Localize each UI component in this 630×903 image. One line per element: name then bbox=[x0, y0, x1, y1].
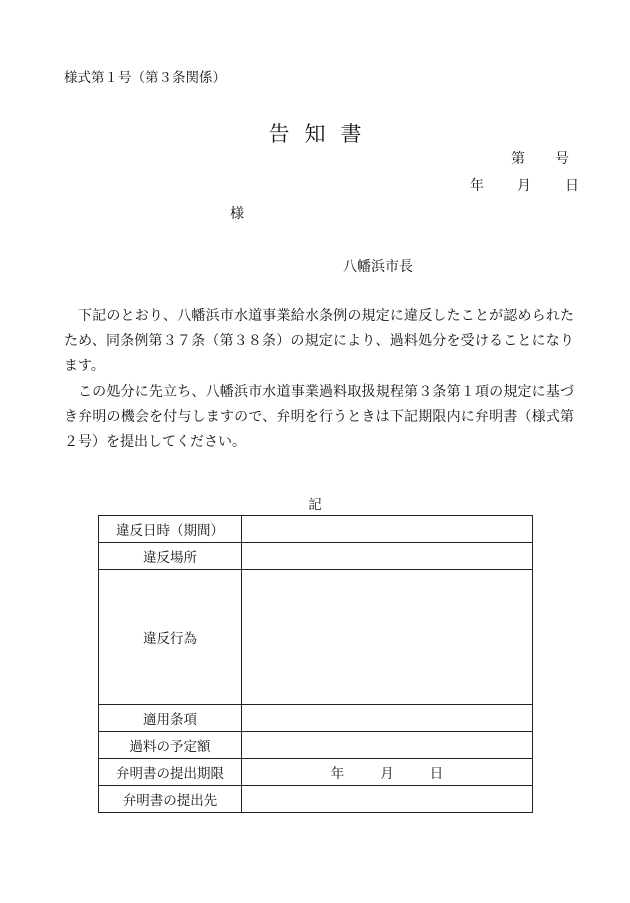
document-title: 告知書 bbox=[268, 122, 377, 146]
row-label-submission-deadline: 弁明書の提出期限 bbox=[99, 759, 242, 786]
row-value-violation-act bbox=[242, 570, 533, 705]
document-number-line bbox=[511, 148, 569, 168]
addressee-honorific: 様 bbox=[230, 206, 244, 222]
row-label-applicable-clause: 適用条項 bbox=[99, 705, 242, 732]
row-value-submission-deadline bbox=[242, 759, 533, 786]
date-day: 日 bbox=[565, 178, 579, 194]
deadline-month: 月 bbox=[380, 766, 394, 782]
notice-paragraph-1: 下記のとおり、八幡浜市水道事業給水条例の規定に違反したことが認められたため、同条例第３７条（第３８条）の規定により、過料処分を受けることになります。 bbox=[64, 308, 574, 374]
notice-paragraph-2: この処分に先立ち、八幡浜市水道事業過料取扱規程第３条第１項の規定に基づき弁明の機会を付与しますので、弁明を行うときは下記期限内に弁明書（様式第２号）を提出してください。 bbox=[64, 384, 574, 450]
issue-date-line bbox=[470, 175, 579, 195]
table-row bbox=[99, 516, 533, 543]
date-year: 年 bbox=[470, 178, 484, 194]
row-value-violation-place bbox=[242, 543, 533, 570]
row-label-violation-place: 違反場所 bbox=[99, 543, 242, 570]
table-row bbox=[99, 705, 533, 732]
row-label-planned-fine: 過料の予定額 bbox=[99, 732, 242, 759]
row-label-violation-act: 違反行為 bbox=[99, 570, 242, 705]
table-row bbox=[99, 570, 533, 705]
table-row bbox=[99, 543, 533, 570]
table-row bbox=[99, 732, 533, 759]
ki-heading: 記 bbox=[308, 497, 322, 513]
row-value-submission-destination bbox=[242, 786, 533, 813]
date-month: 月 bbox=[517, 178, 531, 194]
deadline-year: 年 bbox=[330, 766, 345, 782]
row-value-applicable-clause bbox=[242, 705, 533, 732]
row-value-planned-fine bbox=[242, 732, 533, 759]
details-table bbox=[98, 515, 533, 813]
row-value-violation-datetime bbox=[242, 516, 533, 543]
row-label-submission-destination: 弁明書の提出先 bbox=[99, 786, 242, 813]
issuer-name: 八幡浜市長 bbox=[343, 259, 413, 275]
table-row bbox=[99, 786, 533, 813]
table-row bbox=[99, 759, 533, 786]
deadline-day: 日 bbox=[429, 766, 444, 782]
number-suffix: 号 bbox=[555, 151, 569, 167]
number-prefix: 第 bbox=[511, 151, 525, 167]
row-label-violation-datetime: 違反日時（期間） bbox=[99, 516, 242, 543]
form-number: 様式第１号（第３条関係） bbox=[64, 70, 226, 86]
